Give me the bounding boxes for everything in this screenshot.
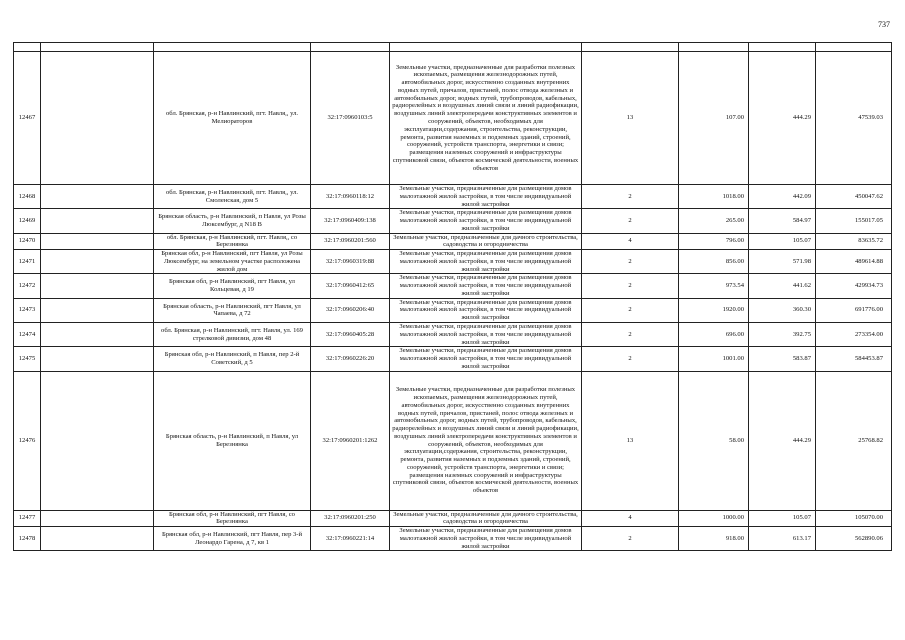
row-unit-price: 442.09	[749, 185, 816, 209]
row-area: 265.00	[679, 209, 749, 233]
row-number: 12478	[14, 527, 41, 551]
empty-cell	[41, 274, 154, 298]
row-land-use: Земельные участки, предназначенные для размещения домов малоэтажной жилой застройки, в том числе индивидуальной жилой застройки	[390, 323, 582, 347]
row-cadastral-number: 32:17:0960221:14	[311, 527, 390, 551]
row-area: 796.00	[679, 233, 749, 250]
empty-cell	[41, 209, 154, 233]
row-unit-price: 441.62	[749, 274, 816, 298]
row-address: обл. Брянская, р-н Навлинский, пгт. Навля, ул. 169 стрелковой дивизии, дом 48	[154, 323, 311, 347]
page-number: 737	[878, 20, 890, 29]
table-row	[14, 510, 892, 527]
row-cadastral-value: 691776.00	[816, 298, 892, 322]
row-address: Брянская область, р-н Навлинский, п Навля, ул Березнянка	[154, 371, 311, 510]
row-cadastral-number: 32:17:0960226:20	[311, 347, 390, 371]
row-unit-price: 392.75	[749, 323, 816, 347]
row-address: Брянская область, р-н Навлинский, пгт Навля, ул Чапаева, д 72	[154, 298, 311, 322]
empty-cell	[41, 185, 154, 209]
row-address: обл. Брянская, р-н Навлинский, пгт. Навля,, ул. Смоленская, дом 5	[154, 185, 311, 209]
table-row	[14, 274, 892, 298]
empty-cell	[41, 371, 154, 510]
row-area: 58.00	[679, 371, 749, 510]
empty-cell	[41, 52, 154, 185]
row-cadastral-value: 584453.87	[816, 347, 892, 371]
row-group: 4	[582, 510, 679, 527]
row-unit-price: 105.07	[749, 510, 816, 527]
table-row	[14, 52, 892, 185]
row-group: 2	[582, 250, 679, 274]
row-cadastral-number: 32:17:0960201:250	[311, 510, 390, 527]
row-cadastral-number: 32:17:0960118:12	[311, 185, 390, 209]
row-number: 12471	[14, 250, 41, 274]
row-address: Брянская область, р-н Навлинский, п Навля, ул Розы Люксембург, д N18 В	[154, 209, 311, 233]
row-unit-price: 583.87	[749, 347, 816, 371]
row-cadastral-value: 83635.72	[816, 233, 892, 250]
row-unit-price: 571.98	[749, 250, 816, 274]
row-area: 918.00	[679, 527, 749, 551]
row-cadastral-number: 32:17:0960412:65	[311, 274, 390, 298]
row-land-use: Земельные участки, предназначенные для дачного строительства, садоводства и огородничества	[390, 233, 582, 250]
row-number: 12468	[14, 185, 41, 209]
row-area: 856.00	[679, 250, 749, 274]
row-unit-price: 360.30	[749, 298, 816, 322]
row-cadastral-number: 32:17:0960201:1262	[311, 371, 390, 510]
row-address: Брянская обл, р-н Навлинский, пгт Навля, пер 3-й Леонардо Гарена, д 7, кв 1	[154, 527, 311, 551]
row-cadastral-value: 429934.73	[816, 274, 892, 298]
empty-cell	[41, 527, 154, 551]
empty-cell	[41, 323, 154, 347]
row-unit-price: 444.29	[749, 371, 816, 510]
row-address: Брянская обл, р-н Навлинский, пгт Навля, ул Кольцевая, д 19	[154, 274, 311, 298]
empty-cell	[41, 250, 154, 274]
row-cadastral-value: 489614.88	[816, 250, 892, 274]
row-address: Брянская обл, р-н Навлинский, пгт Навля, ул Розы Люксембург, на земельном участке расположена жилой дом	[154, 250, 311, 274]
table-top-spacer-row	[14, 43, 892, 52]
row-number: 12470	[14, 233, 41, 250]
row-number: 12472	[14, 274, 41, 298]
table-row	[14, 323, 892, 347]
row-cadastral-number: 32:17:0960405:28	[311, 323, 390, 347]
row-group: 13	[582, 371, 679, 510]
row-number: 12477	[14, 510, 41, 527]
row-land-use: Земельные участки, предназначенные для размещения домов малоэтажной жилой застройки, в том числе индивидуальной жилой застройки	[390, 250, 582, 274]
row-group: 2	[582, 298, 679, 322]
row-cadastral-value: 155017.05	[816, 209, 892, 233]
table-body	[14, 43, 892, 551]
row-land-use: Земельные участки, предназначенные для размещения домов малоэтажной жилой застройки, в том числе индивидуальной жилой застройки	[390, 298, 582, 322]
row-cadastral-number: 32:17:0960201:560	[311, 233, 390, 250]
row-number: 12473	[14, 298, 41, 322]
row-cadastral-number: 32:17:0960319:88	[311, 250, 390, 274]
empty-cell	[41, 347, 154, 371]
row-group: 2	[582, 185, 679, 209]
row-cadastral-value: 25768.82	[816, 371, 892, 510]
row-group: 13	[582, 52, 679, 185]
row-area: 1000.00	[679, 510, 749, 527]
row-cadastral-number: 32:17:0960103:5	[311, 52, 390, 185]
row-number: 12476	[14, 371, 41, 510]
row-unit-price: 584.97	[749, 209, 816, 233]
row-land-use: Земельные участки, предназначенные для размещения домов малоэтажной жилой застройки, в том числе индивидуальной жилой застройки	[390, 527, 582, 551]
table-row	[14, 298, 892, 322]
row-group: 4	[582, 233, 679, 250]
row-land-use: Земельные участки, предназначенные для размещения домов малоэтажной жилой застройки, в том числе индивидуальной жилой застройки	[390, 209, 582, 233]
row-cadastral-number: 32:17:0960206:40	[311, 298, 390, 322]
row-unit-price: 105.07	[749, 233, 816, 250]
row-land-use: Земельные участки, предназначенные для размещения домов малоэтажной жилой застройки, в том числе индивидуальной жилой застройки	[390, 185, 582, 209]
row-land-use: Земельные участки, предназначенные для дачного строительства, садоводства и огородничества	[390, 510, 582, 527]
row-address: Брянская обл, р-н Навлинский, п Навля, пер 2-й Советский, д 5	[154, 347, 311, 371]
row-land-use: Земельные участки, предназначенные для размещения домов малоэтажной жилой застройки, в том числе индивидуальной жилой застройки	[390, 274, 582, 298]
row-group: 2	[582, 274, 679, 298]
row-address: обл. Брянская, р-н Навлинский, пгт. Навля,, со Березнянка	[154, 233, 311, 250]
empty-cell	[41, 233, 154, 250]
table-row	[14, 527, 892, 551]
row-cadastral-value: 105070.00	[816, 510, 892, 527]
table-row	[14, 209, 892, 233]
empty-cell	[41, 298, 154, 322]
row-cadastral-value: 47539.03	[816, 52, 892, 185]
row-area: 973.54	[679, 274, 749, 298]
row-address: Брянская обл, р-н Навлинский, пгт Навля, со Березнянка	[154, 510, 311, 527]
row-group: 2	[582, 347, 679, 371]
row-area: 696.00	[679, 323, 749, 347]
row-cadastral-value: 562890.06	[816, 527, 892, 551]
row-land-use: Земельные участки, предназначенные для разработки полезных ископаемых, размещения железнодорожных путей, автомобильных дорог, искусственно созданных внутренних водных путей, причалов, пристаней, полос отвода железных и автомобильных дорог, водных путей, трубопроводов, кабельных, радиорелейных и воздушных линий связи и линий радиофикации, воздушных линий электропередачи конструктивных элементов и сооружений, объектов, необходимых для эксплуатации,содержания, строительства, реконструкции, ремонта, развития наземных и подземных зданий, строений, сооружений, устройств транспорта, энергетики и связи; размещения наземных сооружений и инфраструктуры спутниковой связи, объектов космической деятельности, военных объектов	[390, 371, 582, 510]
row-land-use: Земельные участки, предназначенные для размещения домов малоэтажной жилой застройки, в том числе индивидуальной жилой застройки	[390, 347, 582, 371]
row-number: 12469	[14, 209, 41, 233]
row-unit-price: 613.17	[749, 527, 816, 551]
row-number: 12475	[14, 347, 41, 371]
table-row	[14, 233, 892, 250]
cadastral-value-table	[13, 42, 892, 551]
row-group: 2	[582, 209, 679, 233]
table-row	[14, 185, 892, 209]
row-unit-price: 444.29	[749, 52, 816, 185]
row-cadastral-value: 450047.62	[816, 185, 892, 209]
row-cadastral-value: 273354.00	[816, 323, 892, 347]
row-area: 1018.00	[679, 185, 749, 209]
row-group: 2	[582, 527, 679, 551]
row-area: 1920.00	[679, 298, 749, 322]
row-cadastral-number: 32:17:0960409:138	[311, 209, 390, 233]
table-row	[14, 347, 892, 371]
row-land-use: Земельные участки, предназначенные для разработки полезных ископаемых, размещения железнодорожных путей, автомобильных дорог, искусственно созданных внутренних водных путей, причалов, пристаней, полос отвода железных и автомобильных дорог, водных путей, трубопроводов, кабельных, радиорелейных и воздушных линий связи и линий радиофикации, воздушных линий электропередачи конструктивных элементов и сооружений, объектов, необходимых для эксплуатации,содержания, строительства, реконструкции, ремонта, развития наземных и подземных зданий, строений, сооружений, устройств транспорта, энергетики и связи; размещения наземных сооружений и инфраструктуры спутниковой связи, объектов космической деятельности, военных объектов	[390, 52, 582, 185]
row-area: 107.00	[679, 52, 749, 185]
row-number: 12474	[14, 323, 41, 347]
row-address: обл. Брянская, р-н Навлинский, пгт. Навля,, ул. Мелиораторов	[154, 52, 311, 185]
row-number: 12467	[14, 52, 41, 185]
empty-cell	[41, 510, 154, 527]
row-area: 1001.00	[679, 347, 749, 371]
row-group: 2	[582, 323, 679, 347]
table-row	[14, 250, 892, 274]
table-row	[14, 371, 892, 510]
